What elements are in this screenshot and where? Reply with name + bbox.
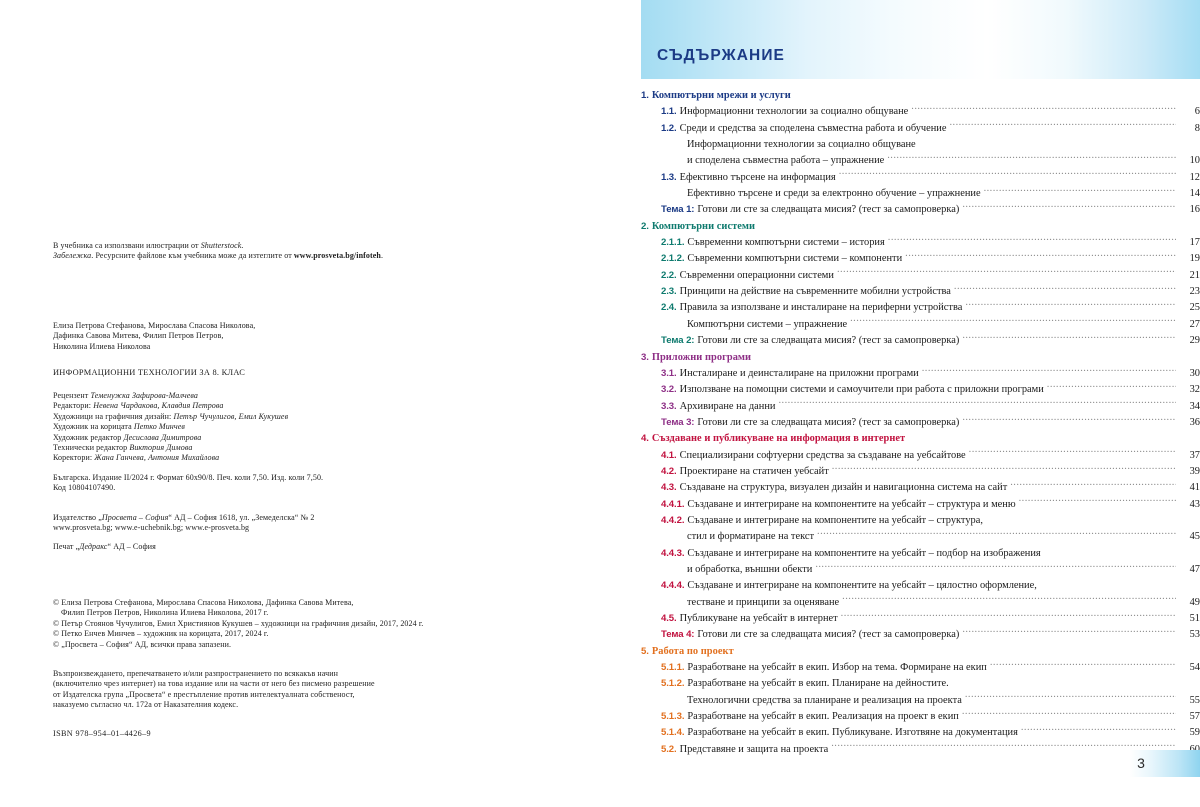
toc-entry-title: Разработване на уебсайт в екип. Публикуване. Изготвяне на документация <box>687 727 1018 739</box>
toc-entry-title: Среди и средства за споделена съвместна работа и обучение <box>679 122 947 134</box>
toc-entry[interactable] <box>641 578 1200 594</box>
shutterstock-note: В учебника са използвани илюстрации от Shutterstock. <box>53 241 244 250</box>
toc-entry-page: 29 <box>1189 335 1200 347</box>
copyright-line: © Петър Стоянов Чучулигов, Емил Християнов Кукушев – художници на графичния дизайн, 2017, 2024 г. <box>53 618 424 628</box>
author-line: Дафинка Савова Митева, Филип Петров Петров, <box>53 331 224 341</box>
toc-dot-leader <box>962 709 1176 719</box>
toc-dot-leader <box>969 448 1176 458</box>
toc-entry-page: 27 <box>1189 318 1200 330</box>
isbn: ISBN 978–954–01–4426–9 <box>53 729 151 738</box>
toc-entry-number: 5.1.2. <box>661 678 685 690</box>
credit-row: Коректори: Жана Ганчева, Антония Михайлова <box>53 453 220 463</box>
toc-entry-page: 12 <box>1189 171 1200 183</box>
toc-entry[interactable] <box>641 235 1200 251</box>
toc-dot-leader <box>954 284 1176 294</box>
toc-entry-page: 36 <box>1189 416 1200 428</box>
toc-section-title: Компютърни мрежи и услуги <box>651 90 791 101</box>
toc-entry-title: Готови ли сте за следващата мисия? (тест за самопроверка) <box>697 629 960 641</box>
toc-entry-title: Използване на помощни системи и самоучители при работа с приложни програми <box>679 384 1044 396</box>
toc-entry-number: 3.3. <box>661 400 677 412</box>
toc-section-heading[interactable] <box>641 431 1200 447</box>
toc-entry-page: 6 <box>1194 106 1200 118</box>
toc-entry[interactable] <box>641 399 1200 415</box>
toc-dot-leader <box>905 251 1176 261</box>
toc-entry[interactable] <box>641 170 1200 186</box>
toc-entry-title: Принципи на действие на съвременните мобилни устройства <box>679 286 951 298</box>
toc-entry-title: Технологични средства за планиране и реализация на проекта <box>687 694 962 706</box>
toc-section-heading[interactable] <box>641 88 1200 104</box>
toc-dot-leader <box>831 742 1176 752</box>
toc-entry[interactable] <box>641 660 1200 676</box>
toc-entry-title: и обработка, външни обекти <box>687 563 813 575</box>
toc-dot-leader <box>990 660 1176 670</box>
toc-entry[interactable] <box>641 268 1200 284</box>
toc-entry-page: 43 <box>1189 498 1200 510</box>
toc-entry[interactable] <box>641 137 1200 153</box>
toc-entry-title: Създаване и интегриране на компонентите на уебсайт – цялостно оформление, <box>687 580 1037 592</box>
toc-entry-title: Създаване на структура, визуален дизайн и навигационна система на сайт <box>679 482 1008 494</box>
toc-section-heading[interactable] <box>641 644 1200 660</box>
toc-dot-leader <box>832 464 1176 474</box>
illustrations-note <box>53 241 553 262</box>
toc-entry-number: 4.4.4. <box>661 580 685 592</box>
toc-section-number: 4. <box>641 433 649 445</box>
toc-entry[interactable] <box>641 627 1200 643</box>
toc-entry-page: 37 <box>1189 449 1200 461</box>
toc-entry[interactable] <box>641 202 1200 218</box>
toc-entry-number: 4.5. <box>661 613 677 624</box>
toc-section-number: 1. <box>641 90 649 101</box>
toc-header-banner <box>641 0 1200 79</box>
toc-entry-title: Съвременни компютърни системи – история <box>687 237 885 249</box>
toc-entry-number: Тема 1: <box>661 204 695 216</box>
toc-entry-number: 4.2. <box>661 465 677 477</box>
credit-row: Художници на графичния дизайн: Петър Чучулигов, Емил Кукушев <box>53 411 289 421</box>
toc-entry-title: Правила за използване и инсталиране на периферни устройства <box>679 302 963 314</box>
toc-entry-title: Инсталиране и деинсталиране на приложни програми <box>679 367 919 379</box>
toc-entry-number: 1.2. <box>661 122 677 134</box>
toc-entry[interactable] <box>641 546 1200 562</box>
toc-entry[interactable] <box>641 382 1200 398</box>
toc-entry-title: Готови ли сте за следващата мисия? (тест за самопроверка) <box>697 335 960 347</box>
toc-entry-title: Архивиране на данни <box>679 400 776 412</box>
toc-entry-page: 32 <box>1189 384 1200 396</box>
toc-entry-title: и споделена съвместна работа – упражнение <box>687 155 885 167</box>
toc-entry-page: 34 <box>1189 400 1200 412</box>
toc-entry[interactable] <box>641 497 1200 513</box>
copyright-line: © „Просвета – София“ АД, всички права запазени. <box>53 639 232 649</box>
toc-entry-page: 16 <box>1189 204 1200 216</box>
toc-entry-title: Готови ли сте за следващата мисия? (тест за самопроверка) <box>697 416 960 428</box>
toc-section-title: Компютърни системи <box>651 220 756 232</box>
copyright-line: © Елиза Петрова Стефанова, Мирослава Спасова Николова, Дафинка Савова Митева, <box>53 598 354 607</box>
toc-dot-leader <box>888 235 1176 245</box>
toc-entry[interactable] <box>641 153 1200 169</box>
toc-entry-title: тестване и принципи за оценяване <box>687 596 840 608</box>
toc-entry-number: 5.2. <box>661 743 677 755</box>
toc-entry-title: стил и форматиране на текст <box>687 531 815 543</box>
toc-entry-title: Готови ли сте за следващата мисия? (тест за самопроверка) <box>697 204 960 216</box>
toc-section-title: Приложни програми <box>651 351 752 363</box>
toc-entry-number: 4.3. <box>661 482 677 494</box>
toc-dot-leader <box>837 268 1176 278</box>
toc-entry-number: Тема 3: <box>661 416 695 428</box>
toc-entry-title: Представяне и защита на проекта <box>679 743 829 755</box>
toc-entry-title: Информационни технологии за социално общуване <box>687 139 916 151</box>
credit-row: Редактори: Невена Чардакова, Клавдия Петрова <box>53 401 224 411</box>
toc-entry-page: 57 <box>1189 711 1200 723</box>
toc-entry-number: 3.1. <box>661 367 677 379</box>
toc-entry[interactable] <box>641 121 1200 137</box>
toc-entry-number: 1.3. <box>661 171 677 183</box>
toc-dot-leader <box>887 153 1176 163</box>
toc-entry[interactable] <box>641 317 1200 333</box>
toc-entry[interactable] <box>641 480 1200 496</box>
toc-dot-leader <box>949 121 1176 131</box>
credit-row: Рецензент Теменужка Зафирова-Малчева <box>53 391 199 400</box>
toc-entry-page: 41 <box>1189 482 1200 494</box>
toc-entry-page: 47 <box>1189 563 1200 575</box>
toc-entry-title: Проектиране на статичен уебсайт <box>679 465 829 477</box>
toc-dot-leader <box>1021 725 1176 735</box>
toc-entry[interactable] <box>641 104 1200 120</box>
toc-section-heading[interactable] <box>641 350 1200 366</box>
resources-url: www.prosveta.bg/infoteh <box>293 251 381 261</box>
toc-dot-leader <box>815 562 1176 572</box>
toc-entry-number: 4.4.2. <box>661 514 685 526</box>
toc-entry-number: 4.4.3. <box>661 547 685 559</box>
toc-entry-page: 49 <box>1189 596 1200 608</box>
toc-list <box>641 88 1200 758</box>
toc-section-heading[interactable] <box>641 219 1200 235</box>
toc-dot-leader <box>778 399 1176 409</box>
toc-entry[interactable] <box>641 513 1200 529</box>
toc-dot-leader <box>841 611 1176 621</box>
toc-dot-leader <box>922 366 1176 376</box>
toc-entry-title: Компютърни системи – упражнение <box>687 318 848 330</box>
toc-section-number: 3. <box>641 351 649 363</box>
credit-row: Художник редактор Десислава Димитрова <box>53 432 202 442</box>
toc-dot-leader <box>984 186 1176 196</box>
toc-dot-leader <box>1047 382 1176 392</box>
credit-row: Художник на корицата Петко Минчев <box>53 422 186 432</box>
toc-entry[interactable] <box>641 693 1200 709</box>
authors-list <box>53 321 553 352</box>
toc-entry[interactable] <box>641 529 1200 545</box>
toc-entry[interactable] <box>641 464 1200 480</box>
toc-entry-page: 45 <box>1189 531 1200 543</box>
toc-dot-leader <box>962 627 1176 637</box>
toc-entry[interactable] <box>641 186 1200 202</box>
toc-dot-leader <box>1010 480 1176 490</box>
credits-list <box>53 391 553 464</box>
copyright-line: Филип Петров Петров, Николина Илиева Николова, 2017 г. <box>61 608 269 618</box>
toc-entry[interactable] <box>641 415 1200 431</box>
toc-dot-leader <box>839 170 1176 180</box>
toc-entry[interactable] <box>641 742 1200 758</box>
toc-section-title: Работа по проект <box>651 645 734 657</box>
toc-entry-number: 3.2. <box>661 384 677 396</box>
toc-entry-title: Информационни технологии за социално общуване <box>679 106 909 118</box>
toc-entry[interactable] <box>641 611 1200 627</box>
toc-dot-leader <box>850 317 1176 327</box>
publisher-info <box>53 513 553 534</box>
toc-entry-number: 4.4.1. <box>661 498 685 510</box>
toc-entry[interactable] <box>641 562 1200 578</box>
author-line: Николина Илиева Николова <box>53 341 151 351</box>
toc-entry-number: 2.2. <box>661 269 677 281</box>
toc-entry-page: 59 <box>1189 727 1200 739</box>
toc-entry[interactable] <box>641 595 1200 611</box>
toc-entry-page: 39 <box>1189 465 1200 477</box>
table-of-contents-page <box>600 0 1200 807</box>
toc-section-number: 2. <box>641 220 649 232</box>
toc-entry-page: 55 <box>1189 694 1200 706</box>
toc-entry-title: Създаване и интегриране на компонентите на уебсайт – структура, <box>687 514 983 526</box>
author-line: Елиза Петрова Стефанова, Мирослава Спасова Николова, <box>53 321 256 330</box>
copyright-line: © Петко Енчев Минчев – художник на корицата, 2017, 2024 г. <box>53 629 269 639</box>
toc-entry-title: Съвременни операционни системи <box>679 269 834 281</box>
toc-entry-title: Публикуване на уебсайт в интернет <box>679 613 838 624</box>
toc-dot-leader <box>965 693 1176 703</box>
credit-row: Технически редактор Виктория Димова <box>53 443 193 453</box>
toc-entry-number: 5.1.3. <box>661 711 685 723</box>
toc-entry-title: Създаване и интегриране на компонентите на уебсайт – структура и меню <box>687 498 1016 510</box>
toc-dot-leader <box>1019 497 1176 507</box>
toc-entry[interactable] <box>641 709 1200 725</box>
toc-entry-title: Специализирани софтуерни средства за създаване на уебсайтове <box>679 449 966 461</box>
resources-note: Забележка. Ресурсните файлове към учебника може да изтеглите от www.prosveta.bg/infoteh. <box>53 251 384 261</box>
toc-dot-leader <box>842 595 1176 605</box>
toc-entry-number: 5.1.1. <box>661 662 685 674</box>
toc-entry-number: 1.1. <box>661 106 677 118</box>
toc-dot-leader <box>817 529 1176 539</box>
toc-entry[interactable] <box>641 300 1200 316</box>
book-title: ИНФОРМАЦИОННИ ТЕХНОЛОГИИ ЗА 8. КЛАС <box>53 368 246 377</box>
toc-entry-page: 17 <box>1189 237 1200 249</box>
toc-entry-page: 54 <box>1189 662 1200 674</box>
printer-info: Печат „Дедракс“ АД – София <box>53 542 156 551</box>
toc-entry[interactable] <box>641 725 1200 741</box>
toc-entry[interactable] <box>641 448 1200 464</box>
page-title: СЪДЪРЖАНИЕ <box>657 47 785 64</box>
toc-entry-title: Създаване и интегриране на компонентите на уебсайт – подбор на изображения <box>687 547 1041 559</box>
toc-entry-page: 53 <box>1189 629 1200 641</box>
edition-info: Българска. Издание II/2024 г. Формат 60x90/8. Печ. коли 7,50. Изд. коли 7,50. Код 10804107490. <box>53 473 324 493</box>
copyright-notices <box>53 598 553 650</box>
publisher-address: Издателство „Просвета – София“ АД – София 1618, ул. „Земеделска“ № 2 <box>53 513 315 522</box>
toc-dot-leader <box>962 202 1176 212</box>
toc-entry-page: 19 <box>1189 253 1200 265</box>
toc-entry-number: 2.1.2. <box>661 253 685 265</box>
toc-entry-number: Тема 4: <box>661 629 695 641</box>
toc-entry-page: 23 <box>1189 286 1200 298</box>
toc-entry-title: Разработване на уебсайт в екип. Избор на тема. Формиране на екип <box>687 662 987 674</box>
toc-entry-number: 2.1.1. <box>661 237 685 249</box>
toc-entry-page: 10 <box>1189 155 1200 167</box>
toc-section-number: 5. <box>641 645 649 657</box>
toc-entry-page: 14 <box>1189 188 1200 200</box>
toc-entry[interactable] <box>641 251 1200 267</box>
toc-entry[interactable] <box>641 333 1200 349</box>
toc-entry[interactable] <box>641 284 1200 300</box>
toc-entry-title: Ефективно търсене на информация <box>679 171 836 183</box>
toc-entry-page: 51 <box>1189 613 1200 624</box>
rights-statement: Възпроизвеждането, препечатването и/или разпространението по всякакъв начин (включително чрез интернет) на това издание или на части от него без писмено разрешение от Издателска група „Просвета“ е престъпление против интелектуалната собственост, наказуемо съгласно чл. 172а от Наказателния кодекс. <box>53 669 375 710</box>
toc-entry-title: Разработване на уебсайт в екип. Реализация на проект в екип <box>687 711 959 723</box>
publisher-websites: www.prosveta.bg; www.e-uchebnik.bg; www.e-prosveta.bg <box>53 523 250 533</box>
toc-entry-number: Тема 2: <box>661 335 695 347</box>
toc-section-title: Създаване и публикуване на информация в интернет <box>651 433 906 445</box>
toc-entry-number: 2.3. <box>661 286 677 298</box>
toc-entry-title: Разработване на уебсайт в екип. Планиране на дейностите. <box>687 678 949 690</box>
toc-dot-leader <box>965 300 1176 310</box>
toc-entry[interactable] <box>641 676 1200 692</box>
toc-entry-page: 30 <box>1189 367 1200 379</box>
toc-dot-leader <box>911 104 1176 114</box>
toc-entry-number: 5.1.4. <box>661 727 685 739</box>
toc-entry[interactable] <box>641 366 1200 382</box>
toc-dot-leader <box>962 415 1176 425</box>
toc-entry-number: 4.1. <box>661 449 677 461</box>
toc-entry-number: 2.4. <box>661 302 677 314</box>
toc-entry-page: 25 <box>1189 302 1200 314</box>
toc-dot-leader <box>962 333 1176 343</box>
toc-entry-title: Ефективно търсене и среди за електронно обучение – упражнение <box>687 188 981 200</box>
page-number: 3 <box>1137 755 1145 771</box>
toc-entry-page: 8 <box>1194 122 1200 134</box>
toc-entry-page: 21 <box>1189 269 1200 281</box>
toc-entry-title: Съвременни компютърни системи – компоненти <box>687 253 903 265</box>
